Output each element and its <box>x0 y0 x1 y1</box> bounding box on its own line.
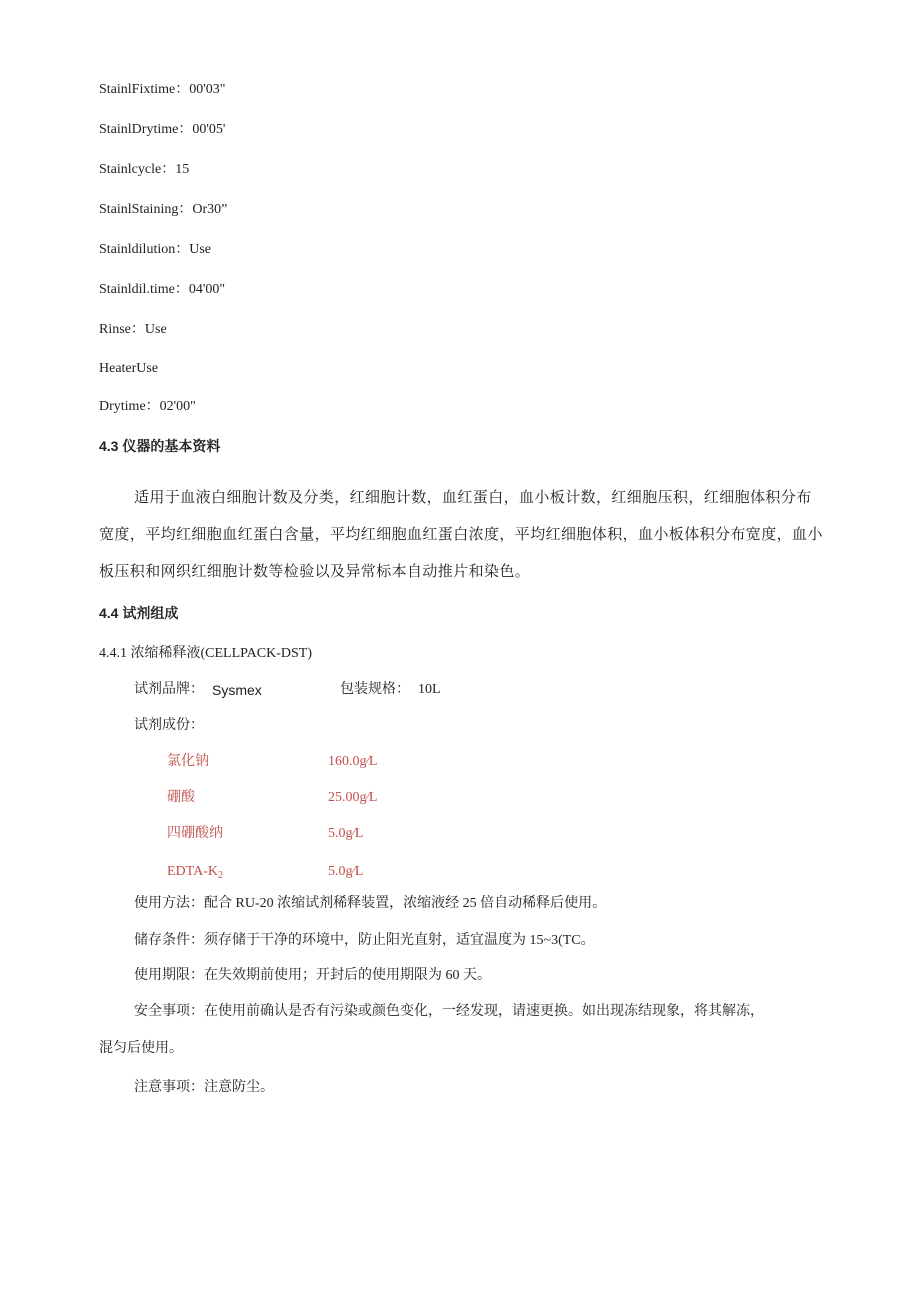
section-4-4-1-heading: 4.4.1 浓缩稀释液(CELLPACK-DST) <box>99 646 312 661</box>
setting-dry-time: StainlDrytime：00'05' <box>99 122 226 137</box>
package-label: 包装规格： <box>340 682 410 697</box>
component-value: 25.00g∕L <box>328 790 378 805</box>
setting-dil-time: Stainldil.time：04'00" <box>99 282 226 297</box>
expiry-line: 使用期限：在失效期前使用；开封后的使用期限为 60 天。 <box>134 968 491 983</box>
section-4-4-heading: 4.4 试剂组成 <box>99 605 179 621</box>
setting-cycle: Stainlcycle：15 <box>99 162 190 177</box>
usage-line: 使用方法：配合 RU-20 浓缩试剂稀释装置，浓缩液经 25 倍自动稀释后使用。 <box>134 896 607 911</box>
section-4-3-paragraph-line-3: 板压积和网织红细胞计数等检验以及异常标本自动推片和染色。 <box>99 564 531 580</box>
component-value: 5.0g∕L <box>328 826 364 841</box>
setting-dilution: Stainldilution：Use <box>99 242 211 257</box>
setting-drytime: Drytime：02'00" <box>99 399 196 414</box>
component-name: 硼酸 <box>167 790 195 805</box>
setting-rinse: Rinse：Use <box>99 322 167 337</box>
brand-value: Sysmex <box>212 682 262 698</box>
section-4-3-paragraph-line-2: 宽度，平均红细胞血红蛋白含量，平均红细胞血红蛋白浓度，平均红细胞体积，血小板体积分布宽度，血小 <box>99 527 823 543</box>
composition-label: 试剂成份： <box>134 718 204 733</box>
safety-line-1: 安全事项：在使用前确认是否有污染或颜色变化，一经发现，请速更换。如出现冻结现象，将其解冻， <box>134 1004 764 1019</box>
component-name <box>167 863 223 881</box>
package-value: 10L <box>418 682 441 697</box>
setting-fix-time: StainlFixtime：00'03" <box>99 82 226 97</box>
section-4-3-heading: 4.3 仪器的基本资料 <box>99 438 221 454</box>
brand-label: 试剂品牌： <box>134 682 204 697</box>
component-value: 160.0g∕L <box>328 754 378 769</box>
component-name: 四硼酸纳 <box>167 826 223 841</box>
setting-heater: HeaterUse <box>99 361 159 376</box>
component-name: 氯化钠 <box>167 754 209 769</box>
setting-staining: StainlStaining：Or30” <box>99 202 228 217</box>
component-name-subscript: 2 <box>217 870 223 881</box>
component-name-main: EDTA-K <box>167 864 218 879</box>
component-value: 5.0g∕L <box>328 864 364 879</box>
notice-line: 注意事项：注意防尘。 <box>134 1080 274 1095</box>
storage-line: 储存条件：须存储于干净的环境中，防止阳光直射，适宜温度为 15~3(TC。 <box>134 933 595 948</box>
section-4-3-paragraph-line-1: 适用于血液白细胞计数及分类，红细胞计数，血红蛋白，血小板计数，红细胞压积，红细胞体积分布 <box>134 490 812 506</box>
safety-line-2: 混匀后使用。 <box>99 1041 183 1056</box>
